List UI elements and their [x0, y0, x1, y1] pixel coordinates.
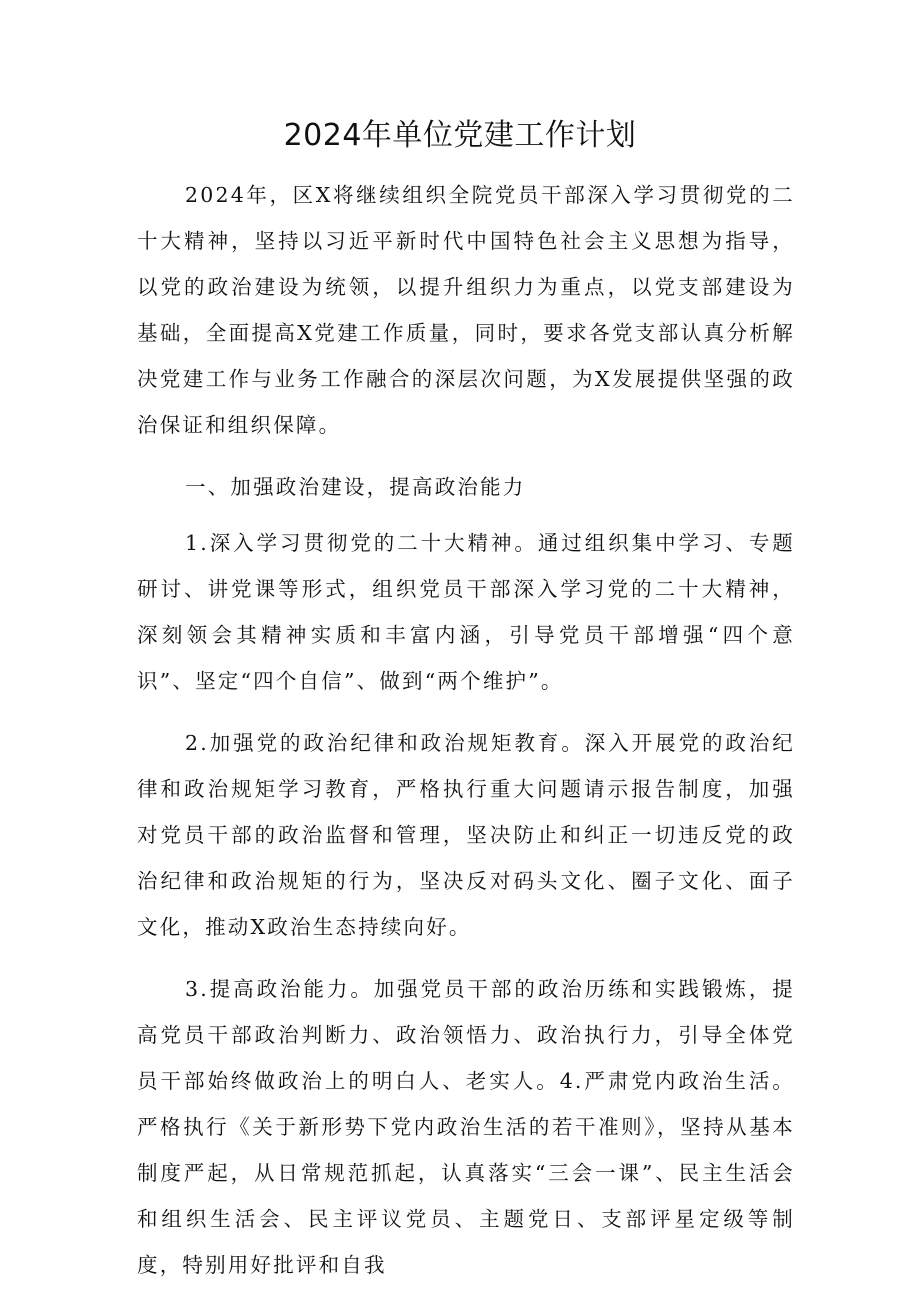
paragraph-intro: 2024年，区X将继续组织全院党员干部深入学习贯彻党的二十大精神，坚持以习近平新时代中国特色社会主义思想为指导，以党的政治建设为统领，以提升组织力为重点，以党支部建设为基础，全面提高X党建工作质量，同时，要求各党支部认真分析解决党建工作与业务工作融合的深层次问题，为X发展提供坚强的政治保证和组织保障。	[137, 183, 795, 437]
paragraph-item-2: 2.加强党的政治纪律和政治规矩教育。深入开展党的政治纪律和政治规矩学习教育，严格执行重大问题请示报告制度，加强对党员干部的政治监督和管理，坚决防止和纠正一切违反党的政治纪律和政治规矩的行为，坚决反对码头文化、圈子文化、面子文化，推动X政治生态持续向好。	[137, 731, 795, 939]
paragraph-item-3: 3.提高政治能力。加强党员干部的政治历练和实践锻炼，提高党员干部政治判断力、政治领悟力、政治执行力，引导全体党员干部始终做政治上的明白人、老实人。4.严肃党内政治生活。严格执行《关于新形势下党内政治生活的若干准则》，坚持从基本制度严起，从日常规范抓起，认真落实“三会一课”、民主生活会和组织生活会、民主评议党员、主题党日、支部评星定级等制度，特别用好批评和自我	[137, 977, 795, 1277]
document-title: 2024年单位党建工作计划	[283, 118, 637, 153]
document-body	[137, 172, 795, 1288]
section-heading-1: 一、加强政治建设，提高政治能力	[185, 475, 526, 499]
paragraph-item-1: 1.深入学习贯彻党的二十大精神。通过组织集中学习、专题研讨、讲党课等形式，组织党员干部深入学习党的二十大精神，深刻领会其精神实质和丰富内涵，引导党员干部增强“四个意识”、坚定“四个自信”、做到“两个维护”。	[137, 531, 795, 693]
